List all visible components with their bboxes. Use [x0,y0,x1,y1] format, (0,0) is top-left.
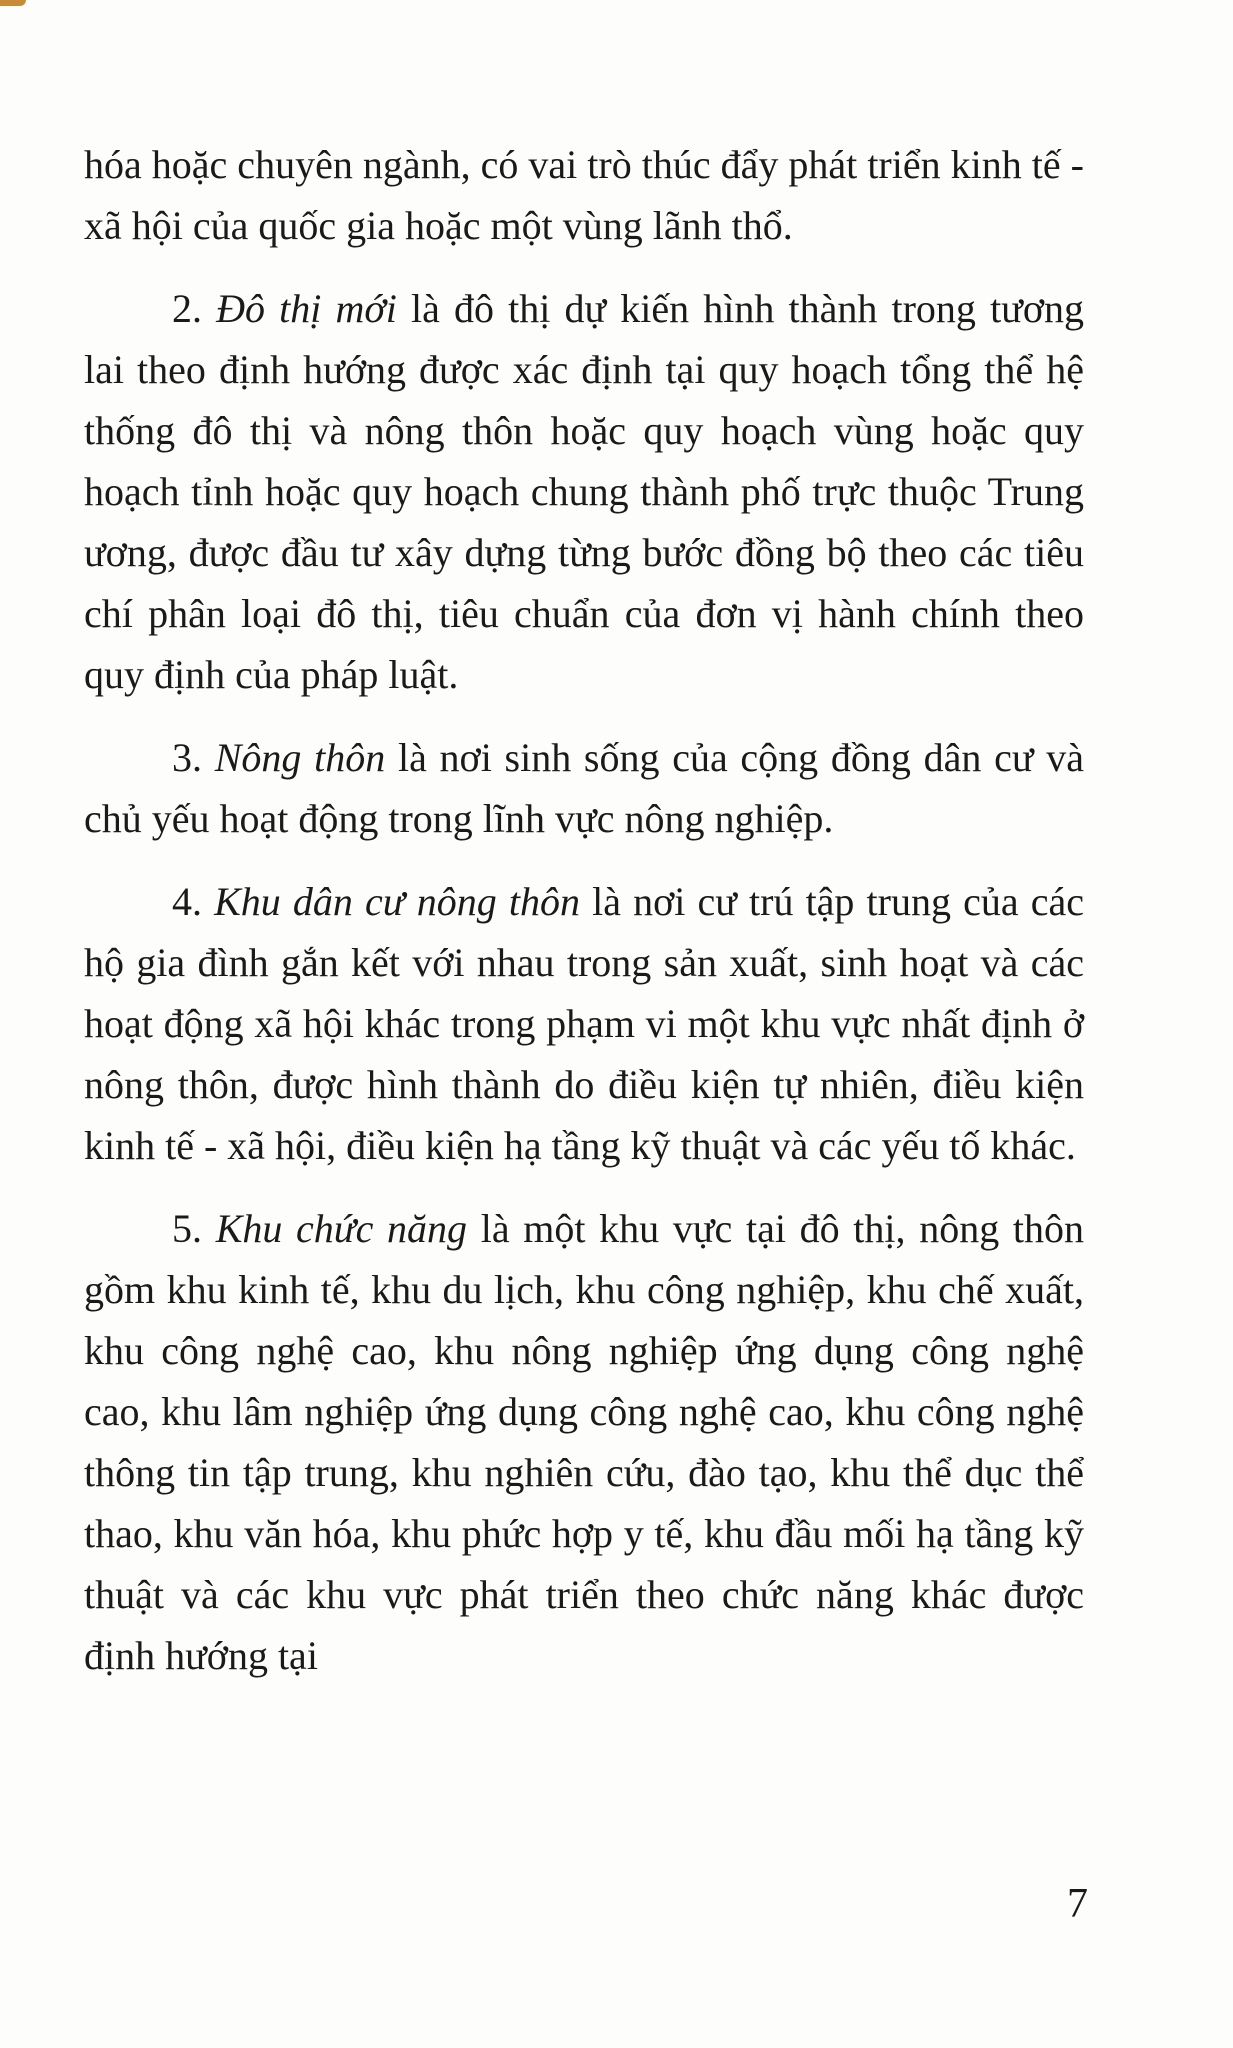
paragraph-number: 5. [172,1206,216,1251]
page-corner-mark [0,0,26,6]
defined-term: Nông thôn [214,735,386,780]
paragraph-4-khu-dan-cu-nong-thon [84,871,1084,1176]
paragraph-text: là nơi cư trú tập trung của các hộ gia đình gắn kết với nhau trong sản xuất, sinh hoạt và các hoạt động xã hội khác trong phạm vi một khu vực nhất định ở nông thôn, được hình thành do điều kiện tự nhiên, điều kiện kinh tế - xã hội, điều kiện hạ tầng kỹ thuật và các yếu tố khác. [84,879,1084,1168]
paragraph-number: 3. [172,735,215,780]
defined-term: Khu dân cư nông thôn [214,879,580,924]
paragraph-text: là một khu vực tại đô thị, nông thôn gồm khu kinh tế, khu du lịch, khu công nghiệp, khu chế xuất, khu công nghệ cao, khu nông nghiệp ứng dụng công nghệ cao, khu lâm nghiệp ứng dụng công nghệ cao, khu công nghệ thông tin tập trung, khu nghiên cứu, đào tạo, khu thể dục thể thao, khu văn hóa, khu phức hợp y tế, khu đầu mối hạ tầng kỹ thuật và các khu vực phát triển theo chức năng khác được định hướng tại [84,1206,1084,1678]
page-number: 7 [1067,1881,1088,1927]
defined-term: Đô thị mới [216,286,397,331]
paragraph-number: 4. [172,879,215,924]
paragraph-text: là đô thị dự kiến hình thành trong tương lai theo định hướng được xác định tại quy hoạch tổng thể hệ thống đô thị và nông thôn hoặc quy hoạch vùng hoặc quy hoạch tỉnh hoặc quy hoạch chung thành phố trực thuộc Trung ương, được đầu tư xây dựng từng bước đồng bộ theo các tiêu chí phân loại đô thị, tiêu chuẩn của đơn vị hành chính theo quy định của pháp luật. [84,286,1085,697]
paragraph-number: 2. [172,286,217,331]
paragraph-text: là nơi sinh sống của cộng đồng dân cư và chủ yếu hoạt động trong lĩnh vực nông nghiệp. [84,735,1084,841]
paragraph-3-nong-thon [84,727,1084,849]
paragraph-continuation [84,134,1084,256]
paragraph-text: hóa hoặc chuyên ngành, có vai trò thúc đẩy phát triển kinh tế - xã hội của quốc gia hoặc một vùng lãnh thổ. [84,142,1084,248]
paragraph-2-do-thi-moi [84,278,1084,705]
defined-term: Khu chức năng [215,1206,468,1251]
paragraph-5-khu-chuc-nang [84,1198,1084,1686]
body-text [84,134,1084,1708]
